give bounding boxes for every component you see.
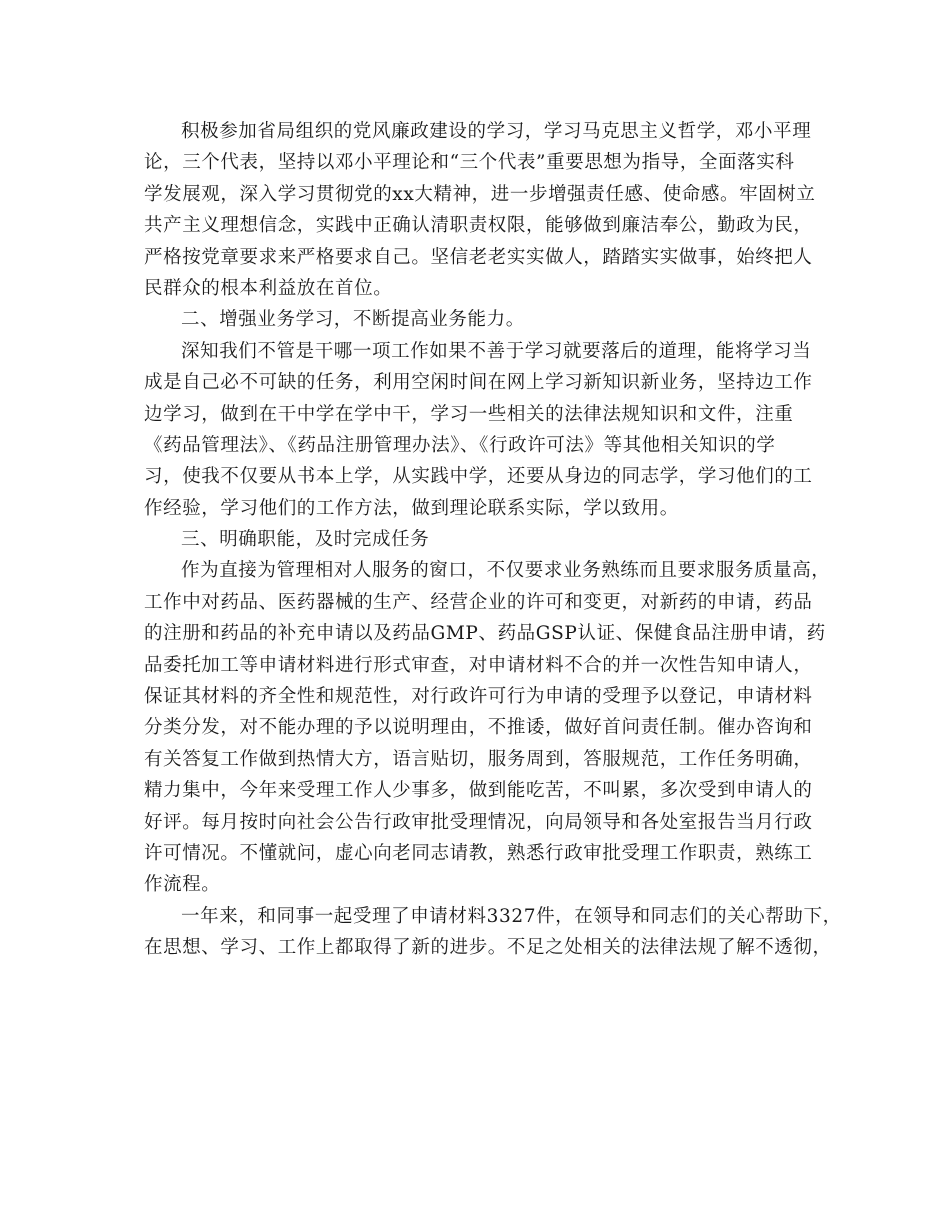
- paragraph-line: 分类分发，对不能办理的予以说明理由，不推诿，做好首问责任制。催办咨询和: [144, 717, 813, 739]
- paragraph-line: 保证其材料的齐全性和规范性，对行政许可行为申请的受理予以登记，申请材料: [144, 686, 813, 708]
- paragraph-line: 许可情况。不懂就问，虚心向老同志请教，熟悉行政审批受理工作职责，熟练工: [144, 842, 813, 864]
- document-body: [144, 116, 842, 964]
- paragraph-line: 《药品管理法》、《药品注册管理办法》、《行政许可法》等其他相关知识的学: [144, 434, 776, 456]
- paragraph-line: 共产主义理想信念，实践中正确认清职责权限，能够做到廉洁奉公，勤政为民，: [144, 215, 813, 237]
- paragraph-line: 一年来，和同事一起受理了申请材料3327件，在领导和同志们的关心帮助下，: [181, 905, 842, 927]
- paragraph-line: 边学习，做到在干中学在学中干，学习一些相关的法律法规知识和文件，注重: [144, 403, 794, 425]
- paragraph-line: 作经验，学习他们的工作方法，做到理论联系实际，学以致用。: [144, 497, 679, 519]
- paragraph-line: 工作中对药品、医药器械的生产、经营企业的许可和变更，对新药的申请，药品: [144, 591, 813, 613]
- paragraph-line: 严格按党章要求来严格要求自己。坚信老老实实做人，踏踏实实做事，始终把人: [144, 246, 813, 268]
- section-heading: 三、明确职能，及时完成任务: [181, 529, 430, 551]
- paragraph-line: 积极参加省局组织的党风廉政建设的学习，学习马克思主义哲学，邓小平理: [181, 121, 812, 142]
- paragraph-line: 作流程。: [144, 874, 221, 896]
- paragraph-line: 有关答复工作做到热情大方，语言贴切，服务周到，答服规范，工作任务明确，: [144, 748, 813, 770]
- paragraph-line: 好评。每月按时向社会公告行政审批受理情况，向局领导和各处室报告当月行政: [144, 811, 813, 833]
- paragraph-line: 论，三个代表，坚持以邓小平理论和“三个代表”重要思想为指导，全面落实科: [144, 152, 795, 174]
- paragraph-line: 品委托加工等申请材料进行形式审查，对申请材料不合的并一次性告知申请人，: [144, 654, 813, 676]
- paragraph-line: 学发展观，深入学习贯彻党的xx大精神，进一步增强责任感、使命感。牢固树立: [144, 183, 816, 205]
- paragraph-line: 的注册和药品的补充申请以及药品GMP、药品GSP认证、保健食品注册申请，药: [144, 623, 826, 645]
- paragraph-line: 深知我们不管是干哪一项工作如果不善于学习就要落后的道理，能将学习当: [181, 340, 812, 362]
- paragraph-line: 精力集中，今年来受理工作人少事多，做到能吃苦，不叫累，多次受到申请人的: [144, 780, 813, 802]
- paragraph-line: 成是自己必不可缺的任务，利用空闲时间在网上学习新知识新业务，坚持边工作: [144, 372, 813, 394]
- paragraph-line: 在思想、学习、工作上都取得了新的进步。不足之处相关的法律法规了解不透彻，: [144, 937, 832, 959]
- section-heading: 二、增强业务学习，不断提高业务能力。: [181, 309, 525, 331]
- paragraph-line: 民群众的根本利益放在首位。: [144, 277, 393, 299]
- paragraph-line: 作为直接为管理相对人服务的窗口，不仅要求业务熟练而且要求服务质量高，: [181, 560, 831, 582]
- paragraph-line: 习，使我不仅要从书本上学，从实践中学，还要从身边的同志学，学习他们的工: [144, 466, 813, 488]
